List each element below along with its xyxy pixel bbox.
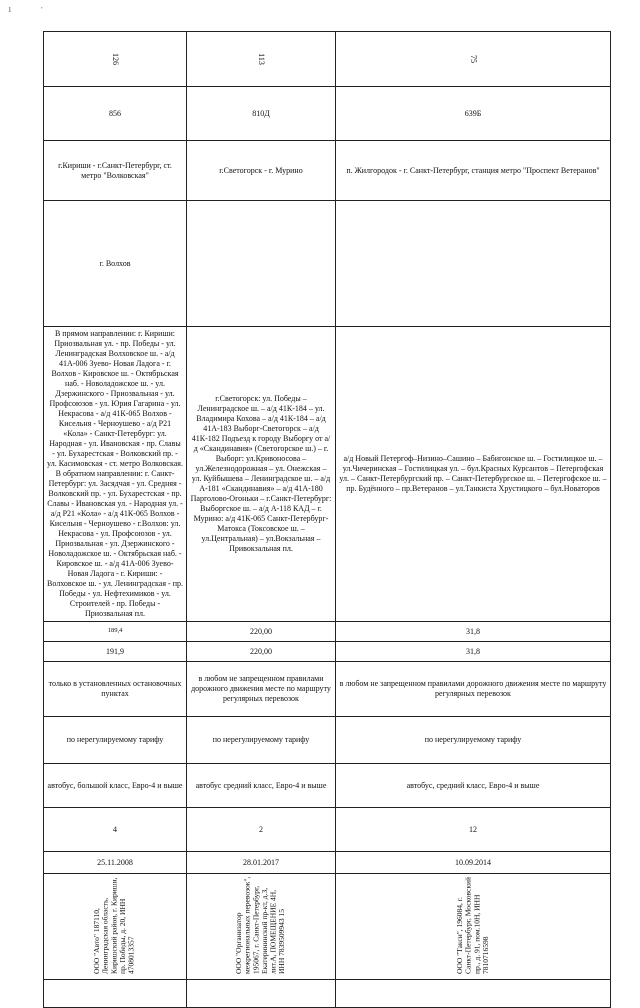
row-tariff bbox=[44, 717, 611, 764]
cell-route-name: г.Светогорск - г. Мурино bbox=[187, 141, 336, 201]
cell-vehicle: автобус средний класс, Евро-4 и выше bbox=[187, 764, 336, 808]
cell-tariff: по нерегулируемому тарифу bbox=[44, 717, 187, 764]
row-route-number bbox=[44, 87, 611, 141]
cell-length: 31,8 bbox=[336, 622, 611, 642]
cell-start-date: 25.11.2008 bbox=[44, 852, 187, 874]
cell-vehicle: автобус, большой класс, Евро-4 и выше bbox=[44, 764, 187, 808]
page-mark-2: ' bbox=[41, 6, 43, 14]
cell-stop-order: в любом не запрещенном правилами дорожного движения месте по маршруту регулярных перевозок bbox=[336, 662, 611, 717]
row-route-name bbox=[44, 141, 611, 201]
row-number bbox=[44, 32, 611, 87]
cell-empty bbox=[187, 980, 336, 1008]
cell-streets: а/д Новый Петергоф–Низино–Сашино – Бабигонское ш. – Гостилицкое ш. – ул.Чичеринская – Гостилицкая ул. – бул.Красных Курсантов – Петергофская ул. – Санкт-Петербургский пр. – Санкт-Петербургское ш. – Петергофское ш. – пр. Будённого – пр.Ветеранов – ул.Танкиста Хрустицкого – бул.Новаторов bbox=[336, 327, 611, 622]
cell-stop-order: в любом не запрещенном правилами дорожного движения месте по маршруту регулярных перевозок bbox=[187, 662, 336, 717]
cell-tariff: по нерегулируемому тарифу bbox=[336, 717, 611, 764]
cell-route-856: 856 bbox=[44, 87, 187, 141]
cell-route-810d: 810Д bbox=[187, 87, 336, 141]
cell-carrier: ООО "Организатор межрегиональных перевозок", 195067, г. Санкт-Петербург, Екатерининский пр-кт, д.3, лит.А, ПОМЕЩЕНИЕ 4Н, ИНН 7839509943 15 bbox=[187, 874, 336, 980]
row-length-backward bbox=[44, 642, 611, 662]
row-start-date bbox=[44, 852, 611, 874]
cell-route-name: г.Кириши - г.Санкт-Петербург, ст. метро "Волковская" bbox=[44, 141, 187, 201]
cell-tariff: по нерегулируемому тарифу bbox=[187, 717, 336, 764]
row-carrier bbox=[44, 874, 611, 980]
cell-vehicle-count: 12 bbox=[336, 808, 611, 852]
row-length-forward bbox=[44, 622, 611, 642]
cell-vehicle: автобус, средний класс, Евро-4 и выше bbox=[336, 764, 611, 808]
cell-empty bbox=[336, 980, 611, 1008]
cell-stops bbox=[187, 201, 336, 327]
cell-length: 191,9 bbox=[44, 642, 187, 662]
page-marks bbox=[8, 6, 71, 14]
route-registry-table bbox=[43, 31, 611, 1008]
cell-start-date: 28.01.2017 bbox=[187, 852, 336, 874]
cell-stop-order: только в установленных остановочных пунктах bbox=[44, 662, 187, 717]
row-vehicle bbox=[44, 764, 611, 808]
cell-start-date: 10.09.2014 bbox=[336, 852, 611, 874]
page-mark-1: 1 bbox=[8, 6, 12, 14]
cell-carrier: ООО "Авто" 187110, Ленинградская область, Киришский район, г. Кириши, пр. Победы, д. 20, ИНН 4708013357 bbox=[44, 874, 187, 980]
cell-number-126: 126 bbox=[44, 32, 187, 87]
row-stops bbox=[44, 201, 611, 327]
cell-length: 31,8 bbox=[336, 642, 611, 662]
cell-route-639b: 639Б bbox=[336, 87, 611, 141]
cell-number-75: 75 bbox=[336, 32, 611, 87]
row-streets bbox=[44, 327, 611, 622]
cell-length: 220,00 bbox=[187, 642, 336, 662]
cell-route-name: п. Жилгородок - г. Санкт-Петербург, станция метро "Проспект Ветеранов" bbox=[336, 141, 611, 201]
cell-streets: В прямом направлении: г. Кириши: Приозвальная ул. - пр. Победы - ул. Ленинградская Волховское ш. - а/д 41А-006 Зуево- Новая Ладога - г. Волхов - Кировское ш. - Октябрьская наб. - Новоладожское ш. - ул. Дзержинского - Приозвальная - ул. Профсоюзов - ул. Юрия Гагарина - ул. Некрасова - а/д 41К-065 Волхов - Кисельня - Черноушево - а/д Р21 «Кола» - Санкт-Петербург: ул. Народная - ул. Ивановская - пр. Славы - ул. Бухарестская - Волковский пр. - ул. Касимовская - ст. метро Волковская. В обратном направлении: г. Санкт-Петербург: ул. Засядчая - ул. Средняя - Волковский пр. - ул. Бухарестская - пр. Славы - Ивановская ул. - Народная ул. - а/д Р21 «Кола» - а/д 41К-065 Волхов - Кисельня - Черноушево - г.Волхов: ул. Некрасова - ул. Профсоюзов - ул. Приозвальная - ул. Дзержинского - Новоладожское ш. - Октябрьская наб. - Кировское ш. - а/д 41А-006 Зуево- Новая Ладога - г. Кириши: - Волховское ш. - ул. Ленинградская - пр. Победы - ул. Нефтехимиков - ул. Строителей - пр. Победы - Приозвальная пл. bbox=[44, 327, 187, 622]
cell-stops bbox=[336, 201, 611, 327]
row-empty bbox=[44, 980, 611, 1008]
row-stop-order bbox=[44, 662, 611, 717]
cell-vehicle-count: 4 bbox=[44, 808, 187, 852]
cell-stops: г. Волхов bbox=[44, 201, 187, 327]
cell-vehicle-count: 2 bbox=[187, 808, 336, 852]
row-vehicle-count bbox=[44, 808, 611, 852]
cell-length: 189,4 bbox=[44, 622, 187, 642]
cell-carrier: ООО "Такси", 196084, г. Санкт-Петербург, Московский пр., д. 91, пом.10Н, ИНН 7810716598 bbox=[336, 874, 611, 980]
cell-empty bbox=[44, 980, 187, 1008]
cell-length: 220,00 bbox=[187, 622, 336, 642]
cell-number-113: 113 bbox=[187, 32, 336, 87]
cell-streets: г.Светогорск: ул. Победы – Ленинградское ш. – а/д 41К-184 – ул. Владимира Кохова – а/д 41К-184 – а/д 41А-183 Выборг-Светогорск – а/д 41К-182 Подъезд к городу Выборгу от а/д «Скандинавия» (Светогорское ш.) – г. Выборг: ул.Кривоносова – ул.Железнодорожная – ул. Онежская – ул. Куйбышева – Ленинградское ш. – а/д А-181 «Скандинавия» – а/д 41А-180 Парголово-Огоньки – г.Санкт-Петербург: Выборгское ш. – а/д А-118 КАД – г. Мурино: а/д 41К-065 Санкт-Петербург-Матокса (Токсовское ш. – ул.Центральная) – ул.Вокзальная – Привокзальная пл. bbox=[187, 327, 336, 622]
